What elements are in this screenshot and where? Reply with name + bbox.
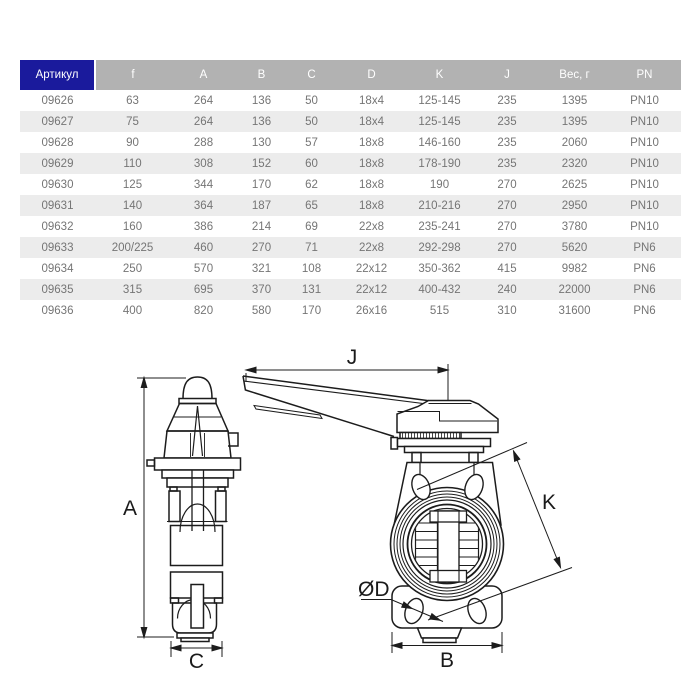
dim-label-a: A [122, 497, 137, 520]
table-cell: 22x8 [359, 220, 384, 233]
dim-label-d: ØD [358, 578, 390, 601]
table-cell: 214 [251, 220, 272, 233]
table-cell: 09627 [41, 115, 74, 128]
table-cell: 18x8 [359, 157, 384, 170]
table-cell: 65 [305, 199, 318, 212]
table-cell: 26x16 [355, 304, 388, 317]
table-cell: PN10 [630, 115, 659, 128]
table-cell: PN10 [630, 199, 659, 212]
table-cell: 18x8 [359, 178, 384, 191]
table-cell: 240 [497, 283, 517, 296]
table-cell: 130 [251, 136, 272, 149]
table-cell: 264 [193, 115, 214, 128]
table-cell: 235 [497, 115, 517, 128]
table-cell: 09630 [41, 178, 74, 191]
table-cell: 264 [193, 94, 214, 107]
table-cell: PN10 [630, 220, 659, 233]
table-cell: 170 [251, 178, 272, 191]
table-cell: PN10 [630, 136, 659, 149]
table-cell: 2320 [561, 157, 588, 170]
table-cell: 09633 [41, 241, 74, 254]
table-cell: 308 [193, 157, 214, 170]
table-cell: 09629 [41, 157, 74, 170]
table-cell: 136 [251, 94, 272, 107]
table-cell: 190 [429, 178, 450, 191]
table-cell: 350-362 [418, 262, 461, 275]
table-cell: 69 [305, 220, 318, 233]
table-cell: 2060 [561, 136, 588, 149]
table-cell: 178-190 [418, 157, 461, 170]
table-cell: 200/225 [111, 241, 154, 254]
table-cell: 270 [251, 241, 272, 254]
table-cell: PN6 [633, 304, 656, 317]
table-cell: 22000 [558, 283, 591, 296]
table-cell: 310 [497, 304, 517, 317]
dim-label-b: B [439, 649, 455, 672]
column-header: K [406, 60, 473, 90]
table-cell: 235 [497, 94, 517, 107]
table-cell: 125-145 [418, 115, 461, 128]
table-cell: PN10 [630, 94, 659, 107]
table-cell: 160 [122, 220, 143, 233]
column-header: C [286, 60, 337, 90]
table-cell: 570 [193, 262, 214, 275]
table-cell: 09634 [41, 262, 74, 275]
table-cell: 63 [126, 94, 139, 107]
table-cell: 370 [251, 283, 272, 296]
table-cell: 270 [497, 241, 517, 254]
table-cell: PN10 [630, 157, 659, 170]
table-cell: 22x8 [359, 241, 384, 254]
table-cell: 580 [251, 304, 272, 317]
table-cell: 2625 [561, 178, 588, 191]
table-cell: 270 [497, 178, 517, 191]
knob-dome [183, 377, 212, 399]
table-cell: 321 [251, 262, 272, 275]
table-cell: 09631 [41, 199, 74, 212]
table-cell: 820 [193, 304, 214, 317]
table-cell: 57 [305, 136, 318, 149]
table-cell: 1395 [561, 115, 588, 128]
table-cell: 5620 [561, 241, 588, 254]
table-cell: 60 [305, 157, 318, 170]
table-cell: 386 [193, 220, 214, 233]
table-cell: 152 [251, 157, 272, 170]
table-cell: 364 [193, 199, 214, 212]
table-cell: 140 [122, 199, 143, 212]
table-cell: 136 [251, 115, 272, 128]
table-cell: PN6 [633, 241, 656, 254]
table-cell: 75 [126, 115, 139, 128]
handle-head [397, 401, 498, 433]
table-cell: 9982 [561, 262, 588, 275]
table-cell: PN10 [630, 178, 659, 191]
table-cell: 18x8 [359, 136, 384, 149]
table-cell: 235 [497, 157, 517, 170]
table-cell: 22x12 [355, 283, 388, 296]
table-cell: 3780 [561, 220, 588, 233]
table-cell: 09628 [41, 136, 74, 149]
table-cell: 515 [429, 304, 450, 317]
table-cell: 146-160 [418, 136, 461, 149]
table-cell: 09636 [41, 304, 74, 317]
table-cell: 131 [301, 283, 322, 296]
table-cell: 235-241 [418, 220, 461, 233]
table-cell: 344 [193, 178, 214, 191]
dim-label-k: K [541, 491, 557, 514]
column-header: J [473, 60, 541, 90]
table-cell: PN6 [633, 283, 656, 296]
table-cell: 50 [305, 94, 318, 107]
column-header: Вес, г [541, 60, 608, 90]
column-header: f [95, 60, 170, 90]
column-header: Артикул [20, 60, 95, 90]
table-cell: 415 [497, 262, 517, 275]
table-cell: 110 [123, 157, 142, 170]
table-cell: 288 [193, 136, 214, 149]
table-cell: 292-298 [418, 241, 461, 254]
dim-label-c: C [188, 650, 205, 673]
column-header: PN [608, 60, 681, 90]
table-cell: 125 [122, 178, 143, 191]
table-cell: 270 [497, 220, 517, 233]
side-view [147, 377, 241, 642]
column-header: A [170, 60, 237, 90]
table-cell: 90 [126, 136, 139, 149]
column-header: B [237, 60, 286, 90]
table-cell: 250 [122, 262, 143, 275]
table-cell: 125-145 [418, 94, 461, 107]
table-cell: 18x8 [359, 199, 384, 212]
table-cell: 09626 [41, 94, 74, 107]
table-cell: 09635 [41, 283, 74, 296]
table-cell: 695 [193, 283, 214, 296]
column-header: D [337, 60, 406, 90]
table-cell: 187 [251, 199, 272, 212]
table-cell: 460 [193, 241, 214, 254]
table-cell: 50 [305, 115, 318, 128]
table-cell: 1395 [561, 94, 588, 107]
table-cell: 62 [305, 178, 318, 191]
table-cell: 235 [497, 136, 517, 149]
table-cell: 400-432 [418, 283, 461, 296]
table-cell: 31600 [558, 304, 591, 317]
table-cell: 71 [305, 241, 318, 254]
table-cell: 18x4 [359, 94, 384, 107]
table-cell: PN6 [633, 262, 656, 275]
table-cell: 09632 [41, 220, 74, 233]
table-cell: 270 [497, 199, 517, 212]
table-cell: 22x12 [355, 262, 388, 275]
table-cell: 170 [301, 304, 322, 317]
table-cell: 2950 [561, 199, 588, 212]
table-cell: 315 [122, 283, 143, 296]
table-cell: 108 [301, 262, 322, 275]
table-cell: 400 [122, 304, 143, 317]
table-cell: 210-216 [418, 199, 461, 212]
front-view [243, 376, 504, 643]
lock-rack [400, 433, 461, 439]
table-cell: 18x4 [359, 115, 384, 128]
dim-label-j: J [346, 346, 358, 369]
